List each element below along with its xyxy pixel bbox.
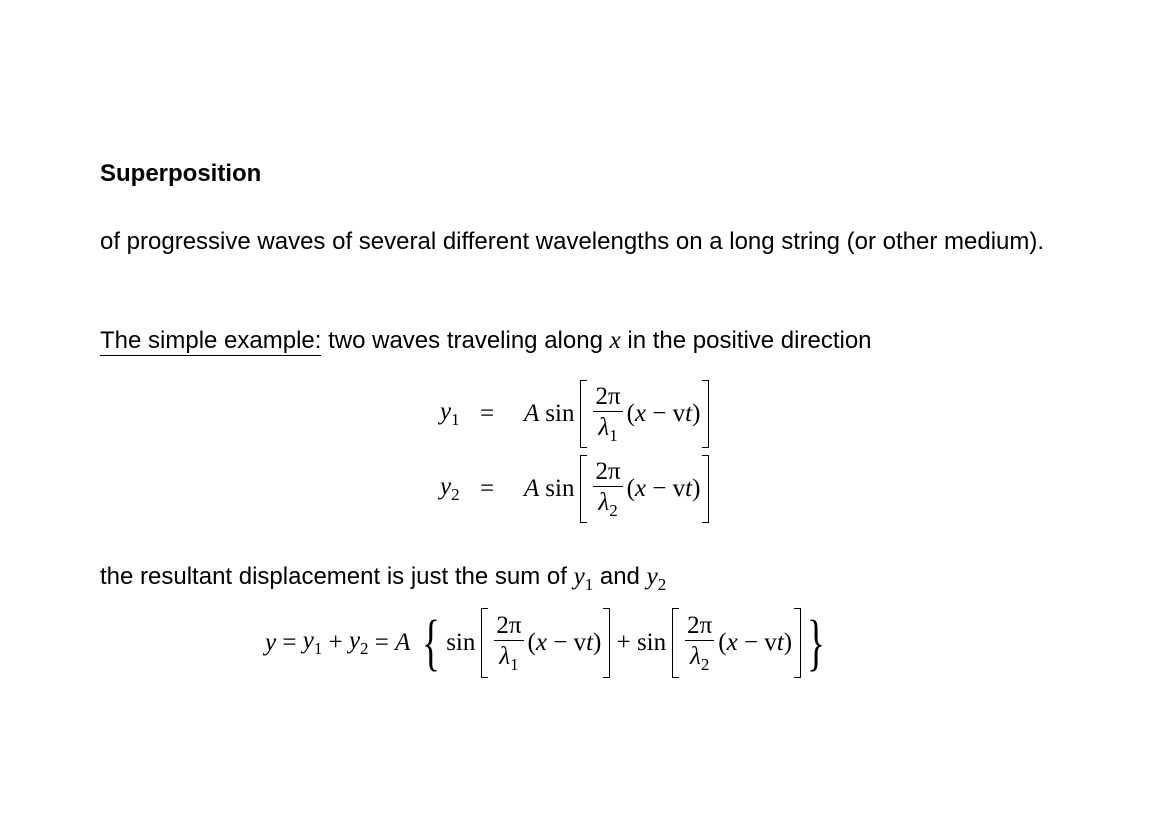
eq1-argument: (x − vt) <box>626 400 701 427</box>
eq1-fraction: $\frac{2\pi}{\lambda_1}$ <box>595 383 621 445</box>
example-label: The simple example: <box>100 327 322 354</box>
sum-bracket-group-1 <box>481 608 610 678</box>
resultant-text: the resultant displacement is just the sum of <box>100 563 574 590</box>
right-bracket <box>702 380 709 448</box>
example-text-2: in the positive direction <box>620 327 872 354</box>
right-bracket <box>794 608 801 678</box>
equation-y2 <box>440 455 709 523</box>
eq2-lhs: $y_2$ <box>440 473 460 504</box>
eq2-bracket-group <box>580 455 709 523</box>
eq2-fraction: $\frac{2\pi}{\lambda_2}$ <box>595 458 621 520</box>
resultant-and: and <box>593 563 647 590</box>
eq2-sine: sin <box>545 475 575 502</box>
left-bracket <box>672 608 679 678</box>
sum-plus-1: + <box>322 629 349 656</box>
eq2-amplitude: A <box>524 475 540 502</box>
sum-equals-1: = <box>276 629 303 656</box>
right-bracket <box>603 608 610 678</box>
eq2-argument: (x − vt) <box>626 475 701 502</box>
intro-paragraph: of progressive waves of several different wavelengths on a long string (or other medium). <box>100 228 1045 255</box>
sum-y2: $y_2$ <box>348 627 369 658</box>
section-heading: Superposition <box>100 160 262 187</box>
eq1-amplitude: A <box>524 400 540 427</box>
sum-plus-2: + <box>610 629 637 656</box>
eq1-bracket-group <box>580 380 709 448</box>
sum-sine-2: sin <box>636 629 667 656</box>
right-bracket <box>702 455 709 523</box>
sum-y: y <box>265 629 277 656</box>
sum-sine-1: sin <box>446 629 476 656</box>
example-paragraph <box>100 324 1069 357</box>
sum-equation <box>265 608 831 678</box>
resultant-y2: $y_2$ <box>646 563 667 594</box>
example-text-1: two waves traveling along <box>321 327 610 354</box>
resultant-paragraph <box>100 560 1069 601</box>
resultant-y1: $y_1$ <box>573 563 594 594</box>
left-bracket <box>580 380 587 448</box>
right-brace: } <box>807 609 825 677</box>
sum-fraction-2: $\frac{2\pi}{\lambda_2}$ <box>687 612 713 674</box>
sum-equals-2: = <box>368 629 396 656</box>
sum-argument-2: (x − vt) <box>718 629 793 656</box>
eq1-sine: sin <box>545 400 575 427</box>
equation-y1 <box>440 380 709 448</box>
sum-bracket-group-2 <box>672 608 801 678</box>
left-bracket <box>481 608 488 678</box>
eq2-relation: = <box>480 475 495 502</box>
left-bracket <box>580 455 587 523</box>
eq1-relation: = <box>480 400 495 427</box>
sum-fraction-1: $\frac{2\pi}{\lambda_1}$ <box>496 612 522 674</box>
left-brace: { <box>422 609 441 677</box>
variable-x: x <box>609 327 621 354</box>
eq1-lhs: $y_1$ <box>440 398 460 429</box>
sum-argument-1: (x − vt) <box>527 629 602 656</box>
sum-y1: $y_1$ <box>302 627 323 658</box>
sum-amplitude: A <box>395 629 411 656</box>
